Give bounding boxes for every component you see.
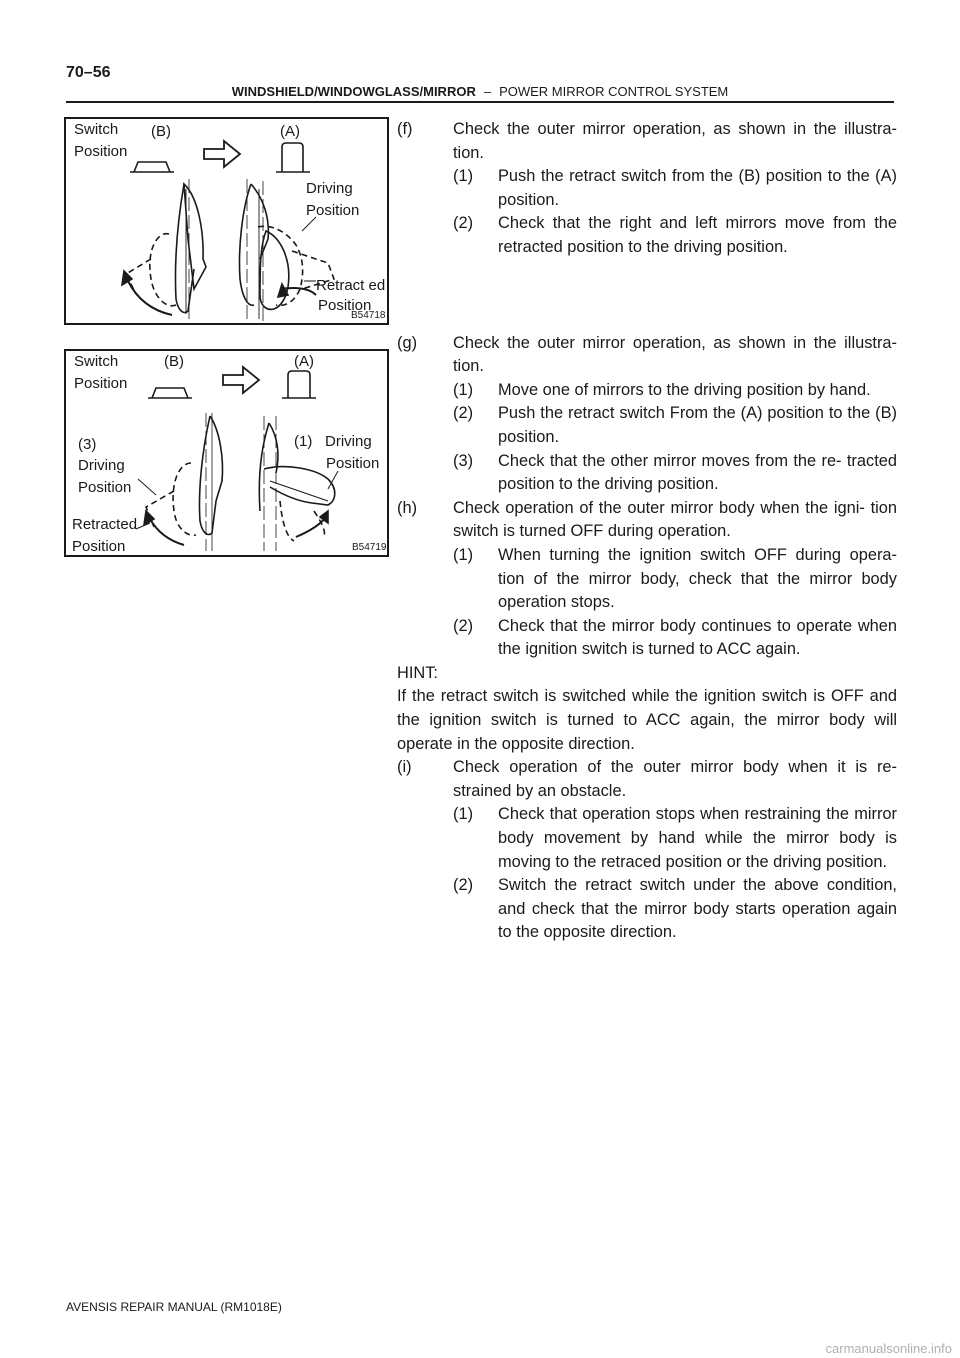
step-h	[397, 497, 897, 544]
step-h1	[397, 544, 897, 615]
step-h1-mark: (1)	[453, 545, 474, 564]
fig2-driving3-label-1: Driving	[78, 457, 125, 474]
step-i1-text: Check that operation stops when restraining the mirror body movement by hand while the mirror body is moving to the retraced position or the driving position.	[498, 805, 897, 871]
step-i2	[397, 874, 897, 945]
step-i1-mark: (1)	[453, 805, 474, 824]
header-rule	[66, 101, 894, 103]
step-h2-mark: (2)	[453, 616, 474, 635]
fig2-step1-label: (1)	[294, 433, 313, 450]
header-separator: –	[483, 84, 492, 99]
fig1-driving-label-1: Driving	[306, 180, 353, 197]
fig1-switch-label-1: Switch	[74, 121, 119, 138]
fig1-b-label: (B)	[151, 123, 171, 140]
section-title: WINDSHIELD/WINDOWGLASS/MIRROR	[231, 84, 476, 99]
step-g2-text: Push the retract switch From the (A) position to the (B) position.	[498, 404, 897, 446]
step-f1-text: Push the retract switch from the (B) position to the (A) position.	[498, 167, 897, 209]
step-i-text: Check operation of the outer mirror body when it is re- strained by an obstacle.	[453, 758, 897, 800]
step-f1-mark: (1)	[453, 167, 474, 186]
fig2-code: B54719	[352, 542, 387, 553]
step-i2-mark: (2)	[453, 876, 474, 895]
figure-retract-switch-b-to-a	[64, 117, 389, 325]
fig2-driving3-label-2: Position	[78, 479, 132, 496]
step-i1	[397, 803, 897, 874]
fig1-code: B54718	[351, 310, 386, 321]
step-f	[397, 118, 897, 165]
fig1-retracted-label-1: Retract ed	[316, 277, 386, 294]
step-h2-text: Check that the mirror body continues to operate when the ignition switch is turned to ACC again.	[498, 616, 897, 659]
fig2-driving1-label-2: Position	[326, 455, 380, 472]
page-number: 70–56	[66, 64, 111, 81]
fig2-step3-label: (3)	[78, 436, 97, 453]
fig1-a-label: (A)	[280, 123, 300, 140]
subsection-title: POWER MIRROR CONTROL SYSTEM	[499, 84, 729, 99]
fig2-switch-label-2: Position	[74, 375, 128, 392]
fig2-a-label: (A)	[294, 353, 314, 370]
step-i-mark: (i)	[397, 758, 412, 777]
fig2-retracted-label-1: Retracted	[72, 516, 138, 533]
step-g1-text: Move one of mirrors to the driving position by hand.	[498, 380, 871, 399]
step-g1-mark: (1)	[453, 380, 474, 399]
step-f-text: Check the outer mirror operation, as shown in the illustra- tion.	[453, 120, 897, 162]
figure-retract-switch-a-to-b	[64, 349, 389, 557]
hint-text: If the retract switch is switched while the ignition switch is OFF and the ignition switch is turned to ACC again, the mirror body will operate in the opposite direction.	[397, 687, 897, 753]
step-f2-mark: (2)	[453, 214, 474, 233]
step-g3-text: Check that the other mirror moves from the re- tracted position to the driving position.	[498, 451, 897, 494]
step-i	[397, 756, 897, 803]
step-f-mark: (f)	[397, 120, 413, 138]
step-h1-text: When turning the ignition switch OFF during opera- tion of the mirror body, check that the mirror body operation stops.	[498, 545, 897, 612]
spacer	[397, 260, 897, 332]
step-g	[397, 332, 897, 379]
hint-label: HINT:	[397, 663, 438, 682]
step-i2-text: Switch the retract switch under the above condition, and check that the mirror body starts operation again to the opposite direction.	[498, 876, 897, 942]
fig2-switch-label-1: Switch	[74, 353, 119, 370]
fig1-driving-label-2: Position	[306, 202, 360, 219]
fig2-retracted-label-2: Position	[72, 538, 126, 555]
step-g1	[397, 379, 897, 403]
watermark: carmanualsonline.info	[825, 1341, 952, 1356]
step-h-mark: (h)	[397, 498, 418, 517]
fig2-driving1-label-1: Driving	[325, 433, 372, 450]
step-h2	[397, 615, 897, 662]
step-g2-mark: (2)	[453, 404, 474, 423]
step-f2	[397, 212, 897, 259]
footer-manual-title: AVENSIS REPAIR MANUAL (RM1018E)	[66, 1300, 282, 1314]
step-h-text: Check operation of the outer mirror body when the igni- tion switch is turned OFF during operation.	[453, 498, 897, 541]
step-g2	[397, 402, 897, 449]
step-f2-text: Check that the right and left mirrors move from the retracted position to the driving position.	[498, 214, 897, 256]
step-g3	[397, 450, 897, 497]
fig1-switch-label-2: Position	[74, 143, 128, 160]
fig1-retracted-label-2: Position	[318, 297, 372, 314]
step-f1	[397, 165, 897, 212]
step-g3-mark: (3)	[453, 451, 474, 470]
step-g-text: Check the outer mirror operation, as shown in the illustra- tion.	[453, 333, 897, 376]
fig2-b-label: (B)	[164, 353, 184, 370]
procedure-text	[397, 118, 897, 945]
header-title	[66, 84, 894, 99]
step-g-mark: (g)	[397, 333, 418, 352]
